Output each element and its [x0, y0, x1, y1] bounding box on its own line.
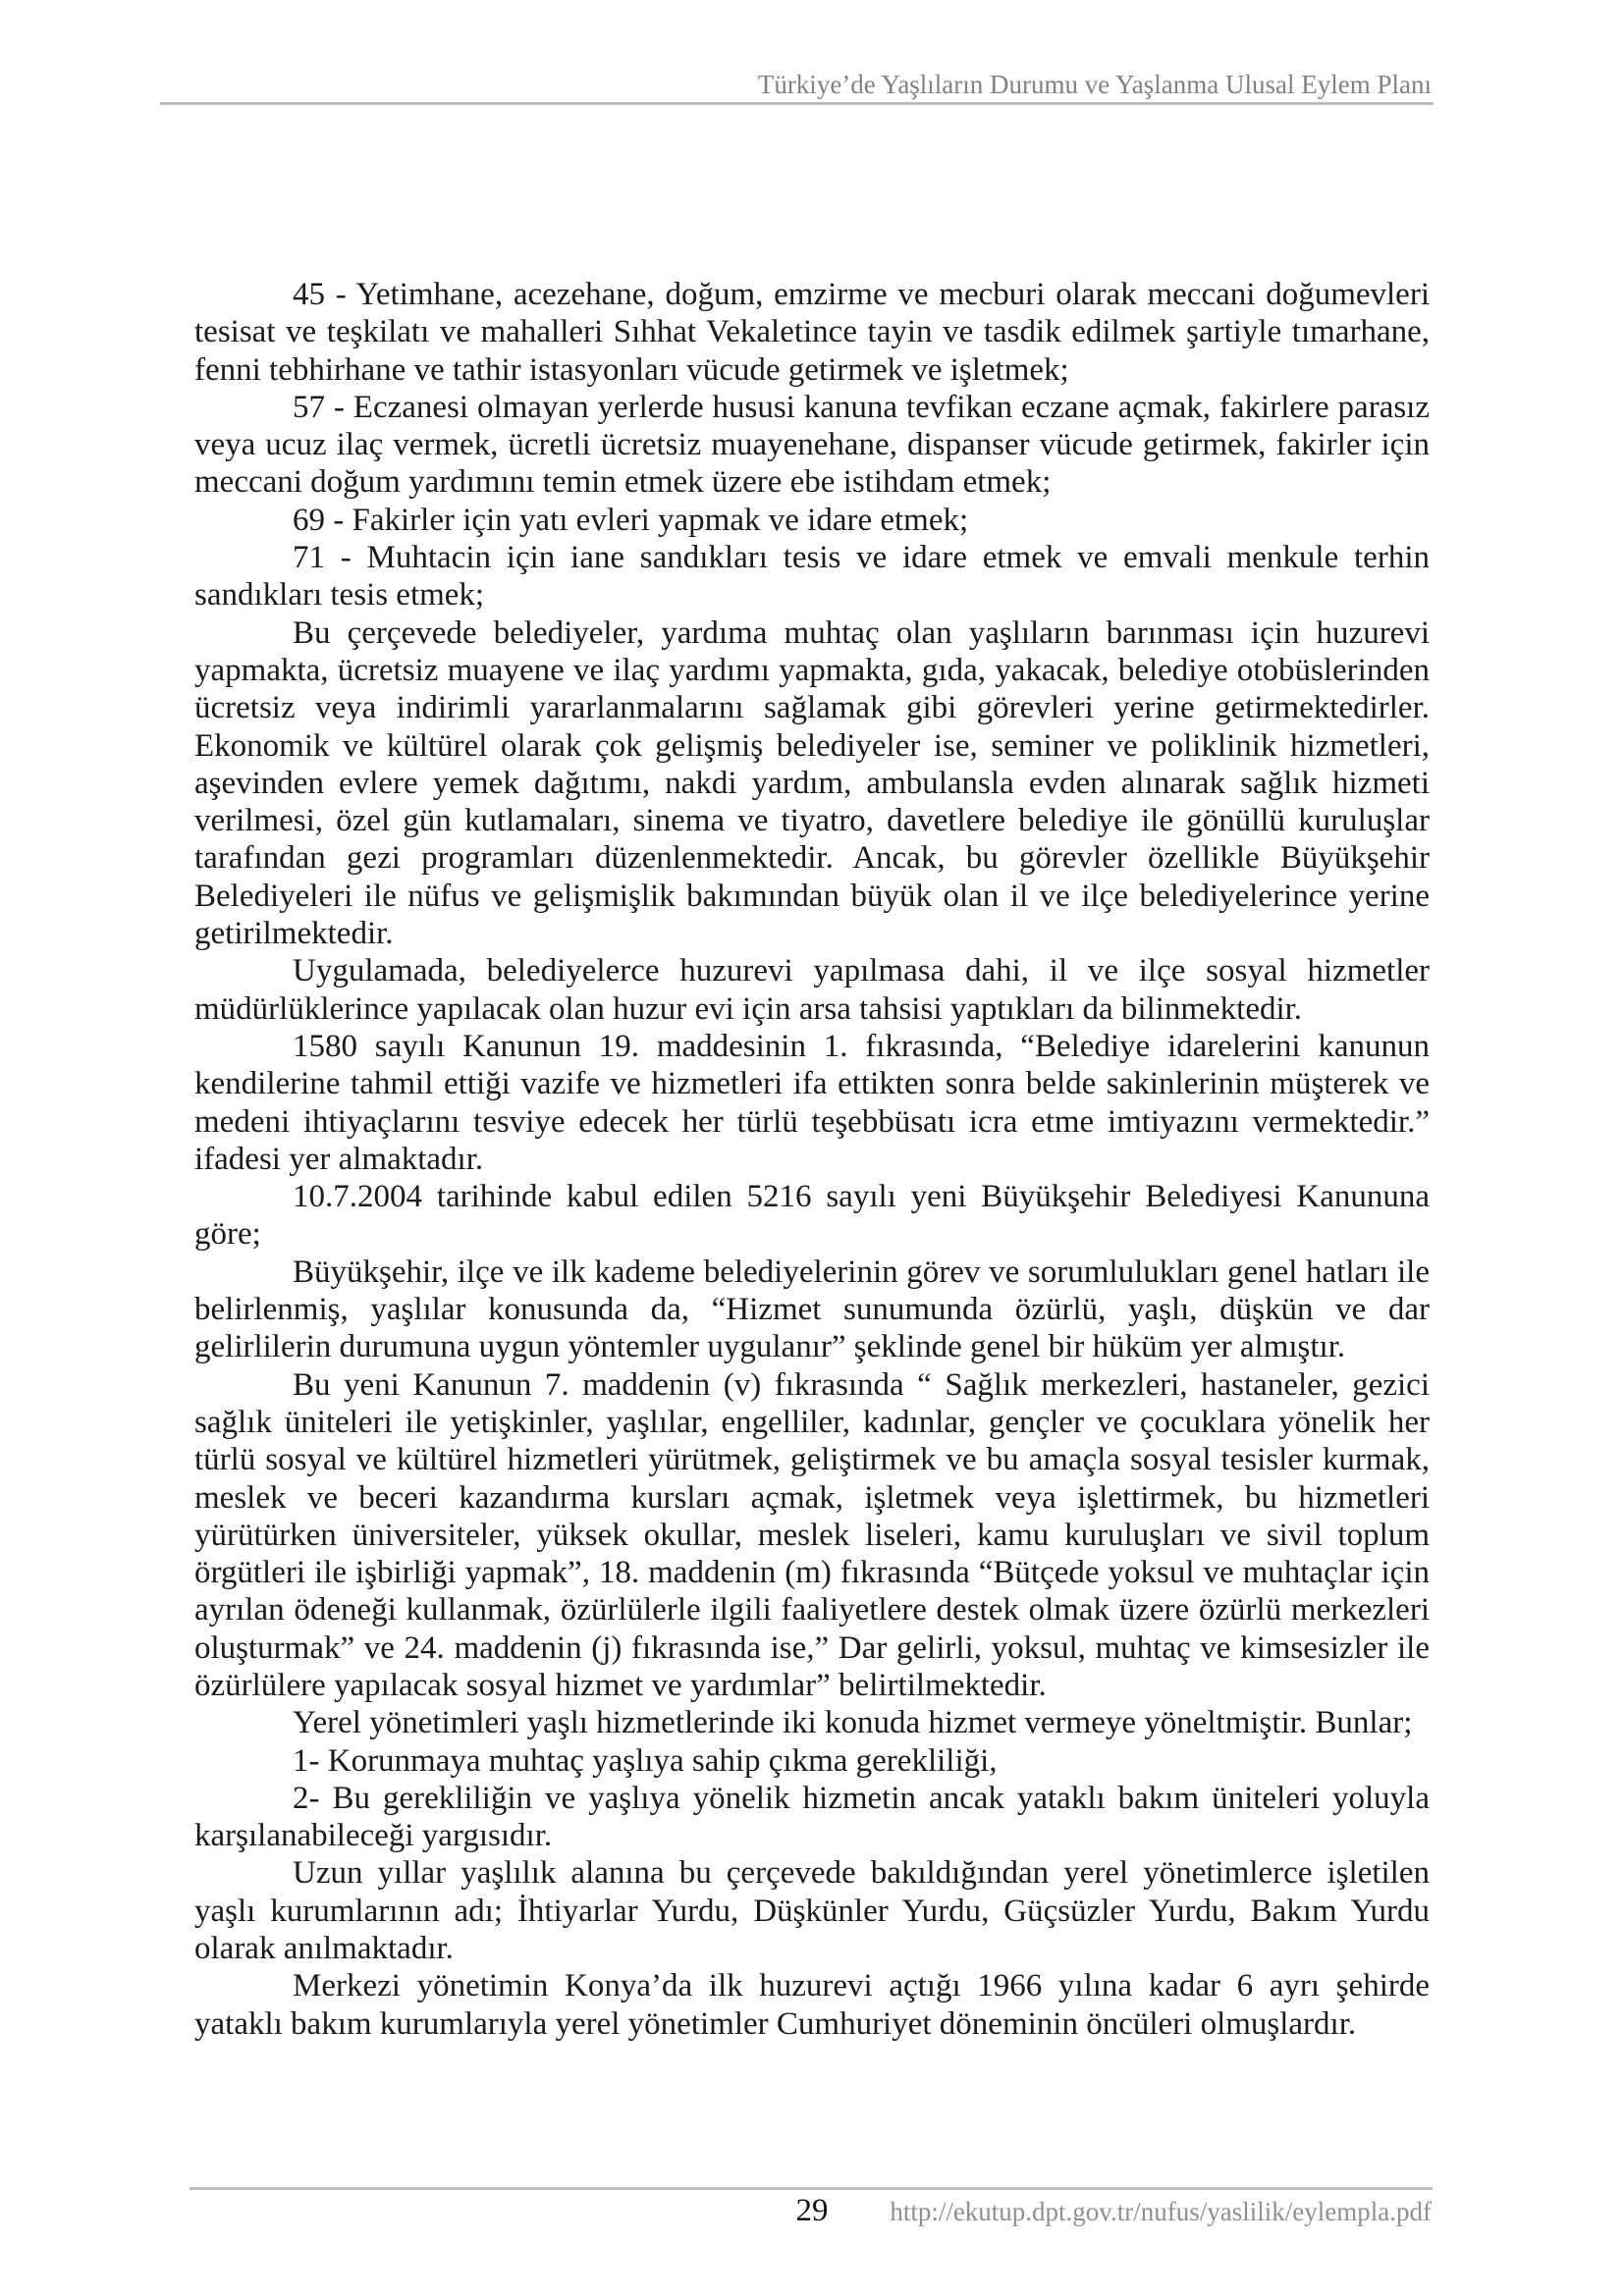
paragraph: 69 - Fakirler için yatı evleri yapmak ve idare etmek;: [293, 502, 969, 538]
header-rule: [160, 102, 1434, 105]
paragraph: Uygulamada, belediyelerce huzurevi yapılmasa dahi, il ve ilçe sosyal hizmetler müdürlüklerince yapılacak olan huzur evi için arsa tahsisi yaptıkları da bilinmektedir.: [194, 953, 1430, 1027]
paragraph: Bu çerçevede belediyeler, yardıma muhtaç olan yaşlıların barınması için huzurevi yapmakta, ücretsiz muayene ve ilaç yardımı yapmakta, gıda, yakacak, belediye otobüslerinden ücretsiz veya indirimli yararlanmalarını sağlamak gibi görevleri yerine getirmektedirler. Ekonomik ve kültürel olarak çok gelişmiş belediyeler ise, seminer ve poliklinik hizmetleri, aşevinden evlere yemek dağıtımı, nakdi yardım, ambulansla evden alınarak sağlık hizmeti verilmesi, özel gün kutlamaları, sinema ve tiyatro, davetlere belediye ile gönüllü kuruluşlar tarafından gezi programları düzenlenmektedir. Ancak, bu görevler özellikle Büyükşehir Belediyeleri ile nüfus ve gelişmişlik bakımından büyük olan il ve ilçe belediyelerince yerine getirilmektedir.: [194, 614, 1430, 952]
paragraph: 10.7.2004 tarihinde kabul edilen 5216 sayılı yeni Büyükşehir Belediyesi Kanununa göre;: [194, 1179, 1430, 1253]
footer-url-link[interactable]: http://ekutup.dpt.gov.tr/nufus/yaslilik/eylempla.pdf: [890, 2197, 1432, 2226]
paragraph: Uzun yıllar yaşlılık alanına bu çerçevede bakıldığından yerel yönetimlerce işletilen yaşlı kurumlarının adı; İhtiyarlar Yurdu, Düşkünler Yurdu, Güçsüzler Yurdu, Bakım Yurdu olarak anılmaktadır.: [194, 1855, 1430, 1967]
paragraph: Büyükşehir, ilçe ve ilk kademe belediyelerinin görev ve sorumlulukları genel hatları ile belirlenmiş, yaşlılar konusunda da, “Hizmet sunumunda özürlü, yaşlı, düşkün ve dar gelirlilerin durumuna uygun yöntemler uygulanır” şeklinde genel bir hüküm yer almıştır.: [194, 1254, 1430, 1365]
paragraph: Bu yeni Kanunun 7. maddenin (v) fıkrasında “ Sağlık merkezleri, hastaneler, gezici sağlık üniteleri ile yetişkinler, yaşlılar, engelliler, kadınlar, gençler ve çocuklara yönelik her türlü sosyal ve kültürel hizmetleri yürütmek, geliştirmek ve bu amaçla sosyal tesisler kurmak, meslek ve beceri kazandırma kursları açmak, işletmek veya işlettirmek, bu hizmetleri yürütürken üniversiteler, yüksek okullar, meslek liseleri, kamu kuruluşları ve sivil toplum örgütleri ile işbirliği yapmak”, 18. maddenin (m) fıkrasında “Bütçede yoksul ve muhtaçlar için ayrılan ödeneği kullanmak, özürlülerle ilgili faaliyetlere destek olmak üzere özürlü merkezleri oluşturmak” ve 24. maddenin (j) fıkrasında ise,” Dar gelirli, yoksul, muhtaç ve kimsesizler ile özürlülere yapılacak sosyal hizmet ve yardımlar” belirtilmektedir.: [194, 1366, 1430, 1703]
paragraph: 71 - Muhtacin için iane sandıkları tesis ve idare etmek ve emvali menkule terhin sandıkları tesis etmek;: [194, 540, 1430, 614]
paragraph: 2- Bu gerekliliğin ve yaşlıya yönelik hizmetin ancak yataklı bakım üniteleri yoluyla karşılanabileceği yargısıdır.: [194, 1780, 1430, 1854]
paragraph: 45 - Yetimhane, acezehane, doğum, emzirme ve mecburi olarak meccani doğumevleri tesisat ve teşkilatı ve mahalleri Sıhhat Vekaletince tayin ve tasdik edilmek şartiyle tımarhane, fenni tebhirhane ve tathir istasyonları vücude getirmek ve işletmek;: [194, 277, 1430, 388]
document-body: [194, 276, 1430, 2043]
paragraph: Merkezi yönetimin Konya’da ilk huzurevi açtığı 1966 yılına kadar 6 ayrı şehirde yataklı bakım kurumlarıyla yerel yönetimler Cumhuriyet döneminin öncüleri olmuşlardır.: [194, 1968, 1430, 2042]
paragraph: 1- Korunmaya muhtaç yaşlıya sahip çıkma gerekliliği,: [293, 1742, 998, 1779]
paragraph: 57 - Eczanesi olmayan yerlerde hususi kanuna tevfikan eczane açmak, fakirlere parasız veya ucuz ilaç vermek, ücretli ücretsiz muayenehane, dispanser vücude getirmek, fakirler için meccani doğum yardımını temin etmek üzere ebe istihdam etmek;: [194, 389, 1430, 501]
page-number: 29: [795, 2193, 829, 2228]
paragraph: 1580 sayılı Kanunun 19. maddesinin 1. fıkrasında, “Belediye idarelerini kanunun kendilerine tahmil ettiği vazife ve hizmetleri ifa ettikten sonra belde sakinlerinin müşterek ve medeni ihtiyaçlarını tesviye edecek her türlü teşebbüsatı icra etme imtiyazını vermektedir.” ifadesi yer almaktadır.: [194, 1028, 1430, 1177]
footer-rule: [189, 2187, 1433, 2190]
page-header-title: Türkiye’de Yaşlıların Durumu ve Yaşlanma Ulusal Eylem Planı: [757, 70, 1432, 99]
paragraph: Yerel yönetimleri yaşlı hizmetlerinde iki konuda hizmet vermeye yöneltmiştir. Bunlar;: [293, 1705, 1413, 1741]
